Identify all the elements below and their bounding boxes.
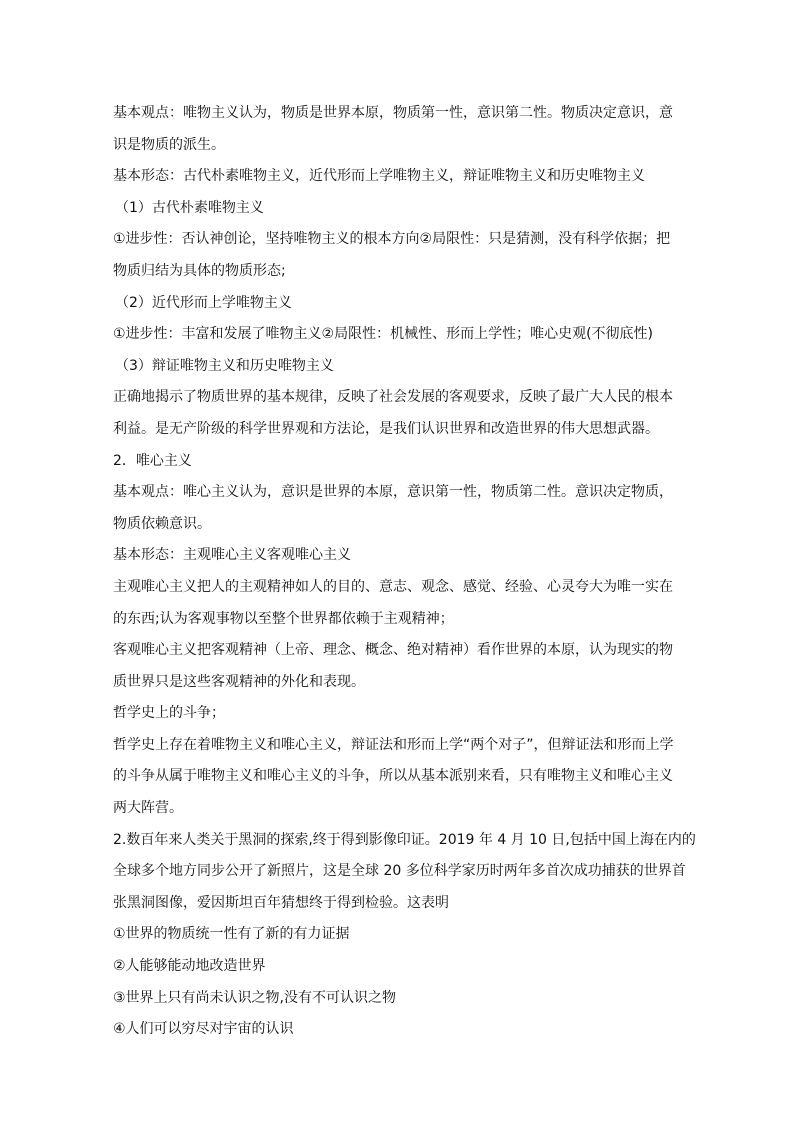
text-line: ①进步性：丰富和发展了唯物主义②局限性：机械性、形而上学性；唯心史观(不彻底性)	[113, 326, 654, 343]
answer-option: ①世界的物质统一性有了新的有力证据	[113, 926, 350, 943]
text-line: 识是物质的派生。	[113, 136, 225, 153]
answer-option: ③世界上只有尚未认识之物,没有不可认识之物	[113, 989, 396, 1006]
answer-option: ②人能够能动地改造世界	[113, 958, 266, 975]
text-line: 两大阵营。	[113, 800, 183, 817]
text-line: 客观唯心主义把客观精神（上帝、理念、概念、绝对精神）看作世界的本原，认为现实的物	[113, 642, 673, 659]
text-line: 基本观点：唯物主义认为，物质是世界本原，物质第一性，意识第二性。物质决定意识，意	[113, 105, 673, 121]
text-line: 物质依赖意识。	[113, 515, 211, 532]
text-line: 基本观点：唯心主义认为，意识是世界的本原，意识第一性，物质第二性。意识决定物质，	[113, 484, 673, 501]
question-stem: 2.数百年来人类关于黑洞的探索,终于得到影像印证。2019 年 4 月 10 日,包括中国上海在内的	[113, 831, 696, 848]
question-stem: 张黑洞图像，爱因斯坦百年猜想终于得到检验。这表明	[113, 894, 449, 911]
section-heading: （2）近代形而上学唯物主义	[115, 294, 292, 311]
text-line: ①进步性：否认神创论，坚持唯物主义的根本方向②局限性：只是猜测，没有科学依据；把	[113, 231, 671, 248]
text-line: 物质归结为具体的物质形态;	[113, 262, 286, 279]
answer-option: ④人们可以穷尽对宇宙的认识	[113, 1021, 294, 1038]
document-body	[113, 98, 696, 1046]
text-line: 哲学史上的斗争；	[113, 705, 225, 722]
section-heading: （1）古代朴素唯物主义	[115, 199, 264, 216]
section-heading: 2．唯心主义	[113, 452, 192, 469]
question-stem: 全球多个地方同步公开了新照片，这是全球 20 多位科学家历时两年多首次成功捕获的世界首	[113, 863, 686, 880]
text-line: 基本形态：主观唯心主义客观唯心主义	[113, 547, 351, 564]
text-line: 利益。是无产阶级的科学世界观和方法论，是我们认识世界和改造世界的伟大思想武器。	[113, 420, 659, 437]
text-line: 正确地揭示了物质世界的基本规律，反映了社会发展的客观要求，反映了最广大人民的根本	[113, 389, 673, 406]
text-line: 哲学史上存在着唯物主义和唯心主义，辩证法和形而上学“两个对子”，但辩证法和形而上学	[113, 736, 674, 753]
text-line: 的东西;认为客观事物以至整个世界都依赖于主观精神；	[113, 610, 454, 627]
text-line: 的斗争从属于唯物主义和唯心主义的斗争，所以从基本派别来看，只有唯物主义和唯心主义	[113, 768, 673, 785]
text-line: 主观唯心主义把人的主观精神如人的目的、意志、观念、感觉、经验、心灵夸大为唯一实在	[113, 578, 673, 595]
text-line: 基本形态：古代朴素唯物主义，近代形而上学唯物主义，辩证唯物主义和历史唯物主义	[113, 168, 645, 185]
text-line: 质世界只是这些客观精神的外化和表现。	[113, 673, 365, 690]
section-heading: （3）辩证唯物主义和历史唯物主义	[115, 357, 334, 374]
